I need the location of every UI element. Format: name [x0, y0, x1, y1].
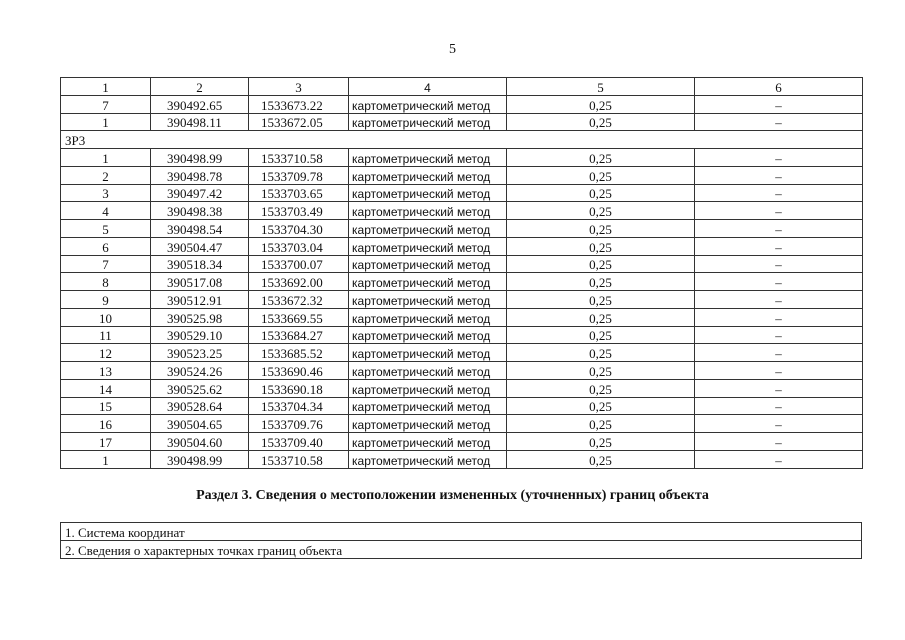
table-cell: –: [695, 344, 863, 362]
table-cell: 1: [61, 78, 151, 96]
table-cell: –: [695, 95, 863, 113]
table-cell: 1: [61, 113, 151, 131]
table-cell: 6: [695, 78, 863, 96]
table-cell: 1533709.78: [249, 166, 349, 184]
table-header-row: [61, 78, 863, 96]
table-cell: 390504.65: [151, 415, 249, 433]
table-cell: картометрический метод: [349, 450, 507, 468]
table-cell: 1533685.52: [249, 344, 349, 362]
table-cell: 390524.26: [151, 362, 249, 380]
table-cell: 1533709.40: [249, 433, 349, 451]
table-cell: картометрический метод: [349, 362, 507, 380]
table-cell: 390512.91: [151, 291, 249, 309]
table-cell: 1533709.76: [249, 415, 349, 433]
table-cell: –: [695, 113, 863, 131]
table-cell: 390523.25: [151, 344, 249, 362]
table-cell: 390504.47: [151, 237, 249, 255]
table-cell: –: [695, 326, 863, 344]
table-row: [61, 362, 863, 380]
table-cell: 390498.54: [151, 220, 249, 238]
table-cell: –: [695, 397, 863, 415]
table-row: [61, 326, 863, 344]
table-cell: –: [695, 220, 863, 238]
table-cell: 1533703.49: [249, 202, 349, 220]
table-cell: 1533704.30: [249, 220, 349, 238]
table-cell: 1533672.05: [249, 113, 349, 131]
table-cell: –: [695, 184, 863, 202]
table-cell: 2: [61, 166, 151, 184]
table-cell: 0,25: [507, 450, 695, 468]
table-row: [61, 149, 863, 167]
table-cell: картометрический метод: [349, 344, 507, 362]
table-cell: картометрический метод: [349, 433, 507, 451]
table-cell: 390528.64: [151, 397, 249, 415]
table-cell: 9: [61, 291, 151, 309]
table-cell: картометрический метод: [349, 291, 507, 309]
table-cell: 390498.11: [151, 113, 249, 131]
table-cell: 1533673.22: [249, 95, 349, 113]
table-cell: 0,25: [507, 237, 695, 255]
section-info-row: [61, 541, 862, 559]
table-cell: 1533684.27: [249, 326, 349, 344]
table-cell: –: [695, 308, 863, 326]
table-cell: 0,25: [507, 166, 695, 184]
coordinates-table: [60, 77, 863, 469]
table-cell: 390498.99: [151, 450, 249, 468]
section-info-cell: 1. Система координат: [61, 523, 862, 541]
table-cell: 390518.34: [151, 255, 249, 273]
table-cell: картометрический метод: [349, 166, 507, 184]
table-cell: 0,25: [507, 344, 695, 362]
table-cell: 0,25: [507, 291, 695, 309]
table-cell: 390525.98: [151, 308, 249, 326]
table-cell: картометрический метод: [349, 308, 507, 326]
table-cell: 12: [61, 344, 151, 362]
table-cell: 1533700.07: [249, 255, 349, 273]
table-cell: 16: [61, 415, 151, 433]
table-cell: –: [695, 255, 863, 273]
table-cell: 390498.78: [151, 166, 249, 184]
table-cell: 390498.99: [151, 149, 249, 167]
table-cell: 5: [507, 78, 695, 96]
table-cell: 1533710.58: [249, 149, 349, 167]
table-cell: –: [695, 291, 863, 309]
table-row: [61, 184, 863, 202]
table-row: [61, 291, 863, 309]
table-row: [61, 202, 863, 220]
table-cell: 390529.10: [151, 326, 249, 344]
table-cell: 0,25: [507, 308, 695, 326]
table-cell: 0,25: [507, 326, 695, 344]
table-row: [61, 450, 863, 468]
table-cell: 390504.60: [151, 433, 249, 451]
table-cell: 0,25: [507, 255, 695, 273]
table-cell: 13: [61, 362, 151, 380]
table-cell: 1533690.46: [249, 362, 349, 380]
table-row: [61, 308, 863, 326]
table-cell: 390517.08: [151, 273, 249, 291]
table-cell: 1533710.58: [249, 450, 349, 468]
table-cell: картометрический метод: [349, 415, 507, 433]
coordinates-table-body: [61, 78, 863, 469]
table-cell: 4: [349, 78, 507, 96]
table-row: [61, 379, 863, 397]
table-cell: 390525.62: [151, 379, 249, 397]
table-cell: –: [695, 202, 863, 220]
table-cell: 17: [61, 433, 151, 451]
table-cell: 390492.65: [151, 95, 249, 113]
table-cell: 1533703.04: [249, 237, 349, 255]
section-title: Раздел 3. Сведения о местоположении измененных (уточненных) границ объекта: [196, 488, 709, 503]
table-row: [61, 220, 863, 238]
table-cell: картометрический метод: [349, 379, 507, 397]
table-cell: 0,25: [507, 184, 695, 202]
table-cell: –: [695, 166, 863, 184]
table-cell: 0,25: [507, 149, 695, 167]
table-cell: 1: [61, 149, 151, 167]
table-row: [61, 415, 863, 433]
table-cell: 0,25: [507, 379, 695, 397]
table-cell: –: [695, 149, 863, 167]
table-cell: 0,25: [507, 433, 695, 451]
table-cell: 2: [151, 78, 249, 96]
table-cell: картометрический метод: [349, 113, 507, 131]
table-row: [61, 95, 863, 113]
table-cell: 7: [61, 95, 151, 113]
table-cell: 0,25: [507, 397, 695, 415]
table-cell: 3: [249, 78, 349, 96]
table-cell: 1: [61, 450, 151, 468]
table-cell: 0,25: [507, 273, 695, 291]
table-cell: –: [695, 433, 863, 451]
table-cell: картометрический метод: [349, 273, 507, 291]
table-row: [61, 166, 863, 184]
table-cell: 1533669.55: [249, 308, 349, 326]
table-cell: 3: [61, 184, 151, 202]
table-cell: картометрический метод: [349, 255, 507, 273]
table-cell: картометрический метод: [349, 237, 507, 255]
table-cell: 1533692.00: [249, 273, 349, 291]
table-cell: 0,25: [507, 362, 695, 380]
table-cell: –: [695, 450, 863, 468]
table-cell: картометрический метод: [349, 95, 507, 113]
table-cell: 0,25: [507, 220, 695, 238]
table-cell: 14: [61, 379, 151, 397]
table-cell: 11: [61, 326, 151, 344]
table-cell: 390497.42: [151, 184, 249, 202]
table-cell: 390498.38: [151, 202, 249, 220]
table-row: [61, 237, 863, 255]
table-row: [61, 433, 863, 451]
table-cell: 0,25: [507, 113, 695, 131]
table-cell: –: [695, 237, 863, 255]
table-cell: 7: [61, 255, 151, 273]
table-cell: 0,25: [507, 415, 695, 433]
table-cell: картометрический метод: [349, 220, 507, 238]
table-cell: –: [695, 362, 863, 380]
table-row: [61, 344, 863, 362]
table-row: [61, 113, 863, 131]
table-cell: 1533672.32: [249, 291, 349, 309]
table-cell: 10: [61, 308, 151, 326]
table-cell: картометрический метод: [349, 149, 507, 167]
table-cell: 1533690.18: [249, 379, 349, 397]
zone-label-row: [61, 131, 863, 149]
table-cell: картометрический метод: [349, 184, 507, 202]
table-cell: 5: [61, 220, 151, 238]
table-cell: 0,25: [507, 202, 695, 220]
table-cell: 6: [61, 237, 151, 255]
table-cell: –: [695, 273, 863, 291]
table-cell: 1533704.34: [249, 397, 349, 415]
zone-label: ЗР3: [61, 131, 863, 149]
table-cell: –: [695, 379, 863, 397]
table-cell: 8: [61, 273, 151, 291]
table-cell: картометрический метод: [349, 202, 507, 220]
table-row: [61, 397, 863, 415]
section-info-table: [60, 522, 862, 559]
table-cell: 15: [61, 397, 151, 415]
table-cell: картометрический метод: [349, 326, 507, 344]
table-row: [61, 255, 863, 273]
table-cell: 1533703.65: [249, 184, 349, 202]
table-cell: 4: [61, 202, 151, 220]
table-cell: 0,25: [507, 95, 695, 113]
table-cell: –: [695, 415, 863, 433]
table-row: [61, 273, 863, 291]
section-info-row: [61, 523, 862, 541]
page-number: 5: [449, 42, 456, 57]
section-info-cell: 2. Сведения о характерных точках границ объекта: [61, 541, 862, 559]
table-cell: картометрический метод: [349, 397, 507, 415]
